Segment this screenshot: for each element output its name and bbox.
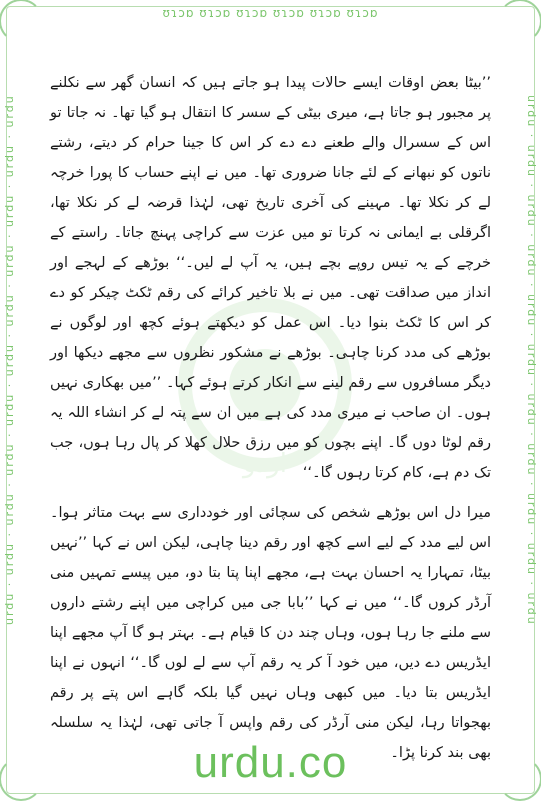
site-logo-link[interactable]: urdu.co <box>193 738 348 787</box>
paragraph: ’’بیٹا بعض اوقات ایسے حالات پیدا ہو جاتے ہیں کہ انسان گھر سے نکلنے پر مجبور ہو جاتا ہے، میری بیٹی کے سسر کا انتقال ہو گیا تھا۔ نہ جاتا تو اس کے سسرال والے طعنے دے دے کر اس کا جینا حرام کر دیتے، رشتے ناتوں کو نبھانے کے لئے جانا ضروری تھا۔ میں نے اپنے حساب کا پورا خرچہ لے کر نکلا تھا۔ مہینے کی آخری تاریخ تھی، لہٰذا قرضہ لے کر نکلا تھا، اگرقلی بے ایمانی نہ کرتا تو میں عزت سے کراچی پہنچ جاتا۔ راستے کے خرچے کے یہ تیس روپے بچے ہیں، یہ آپ لے لیں۔‘‘ بوڑھے کے لہجے اور انداز میں صداقت تھی۔ میں نے بلا تاخیر کرائے کی رقم ٹکٹ چیکر کو دے کر اس کا ٹکٹ بنوا دیا۔ اس عمل کو دیکھتے ہوئے کچھ اور لوگوں نے بوڑھے کی مدد کرنا چاہی۔ بوڑھے نے مشکور نظروں سے مجھے دیکھا اور دیگر مسافروں سے رقم لینے سے انکار کرتے ہوئے کہا۔ ’’میں بھکاری نہیں ہوں۔ ان صاحب نے میری مدد کی ہے میں ان سے پتہ لے کر انشاء اللہ یہ رقم لوٹا دوں گا۔ اپنے بچوں کو میں رزق حلال کھلا کر پال رہا ہوں، جب تک دم ہے، کام کرتا رہوں گا۔‘‘ <box>50 75 491 481</box>
paragraph: میرا دل اس بوڑھے شخص کی سچائی اور خودداری سے بہت متاثر ہوا۔ اس لیے مدد کے لیے اسے کچھ اور رقم دینا چاہی، لیکن اس نے کہا ’’نہیں بیٹا، تمہارا یہ احسان بہت ہے، مجھے اپنا پتا بتا دو، میں پیسے تمہیں منی آرڈر کروں گا۔‘‘ میں نے کہا ’’بابا جی میں کراچی میں اپنے رشتے داروں سے ملنے جا رہا ہوں، وہاں چند دن کا قیام ہے۔ بہتر ہو گا آپ مجھے اپنا ایڈریس دے دیں، میں خود آ کر یہ رقم آپ سے لے لوں گا۔‘‘ انہوں نے اپنا ایڈریس بتا دیا۔ میں کبھی وہاں نہیں گیا بلکہ گاہے اس پتے پر رقم بھجواتا رہا، لیکن منی آرڈر کی رقم واپس آ جاتی تھی، لہٰذا یہ سلسلہ بھی بند کرنا پڑا۔ <box>50 505 491 761</box>
article-body <box>50 68 491 778</box>
top-border-pattern: ʊɿɔɒ ʊɿɔɒ ʊɿɔɒ ʊɿɔɒ ʊɿɔɒ ʊɿɔɒ <box>162 6 379 20</box>
watermark-text: اردو <box>243 449 287 479</box>
right-border-pattern: urdu · urdu · urdu · urdu · urdu · urdu · urdu · urdu · urdu · urdu · urdu <box>525 94 538 626</box>
left-border-pattern: urdu · urdu · urdu · urdu · urdu · urdu · urdu · urdu · urdu · urdu · urdu <box>3 94 16 626</box>
